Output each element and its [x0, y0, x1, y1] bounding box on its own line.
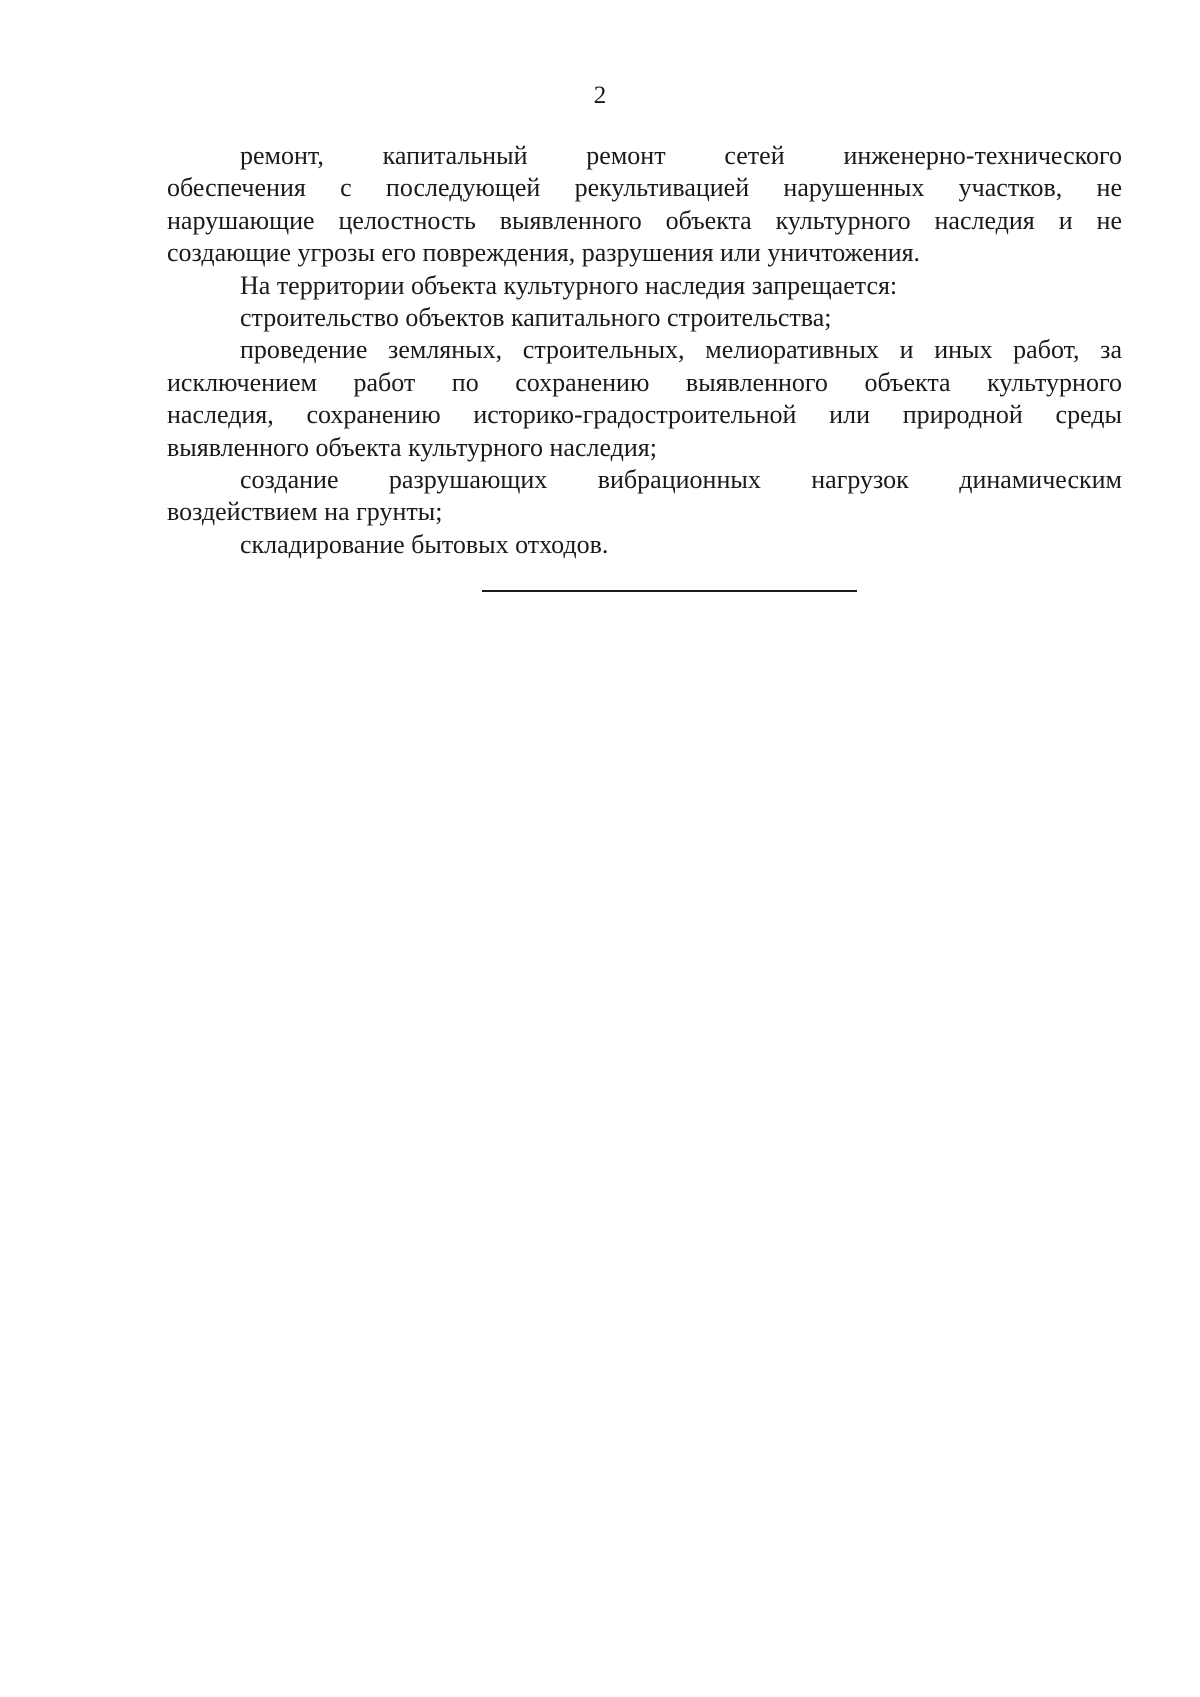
paragraph-prohibited-works [167, 334, 1122, 464]
text-line: наследия, сохранению историко-градостроительной или природной среды [167, 400, 1122, 430]
text-line: ремонт, капитальный ремонт сетей инженерно-технического [240, 141, 1122, 170]
text-line: обеспечения с последующей рекультивацией нарушенных участков, не [167, 173, 1122, 203]
end-of-text-rule [482, 590, 857, 592]
paragraph-prohibited-heading: На территории объекта культурного наследия запрещается: [240, 270, 898, 300]
text-line: выявленного объекта культурного наследия; [167, 432, 657, 462]
page-number: 2 [593, 82, 607, 109]
paragraph-permitted-works [167, 140, 1122, 270]
text-line: создание разрушающих вибрационных нагрузок динамическим [240, 465, 1122, 495]
document-body [167, 140, 1122, 561]
text-line: проведение земляных, строительных, мелиоративных и иных работ, за [240, 335, 1122, 365]
paragraph-prohibited-waste: складирование бытовых отходов. [240, 529, 609, 559]
text-line: создающие угрозы его повреждения, разрушения или уничтожения. [167, 238, 921, 268]
text-line: воздействием на грунты; [167, 497, 443, 527]
text-line: нарушающие целостность выявленного объекта культурного наследия и не [167, 205, 1122, 235]
paragraph-prohibited-construction: строительство объектов капитального строительства; [240, 303, 832, 333]
text-line: исключением работ по сохранению выявленного объекта культурного [167, 367, 1122, 397]
paragraph-prohibited-vibration [167, 464, 1122, 529]
